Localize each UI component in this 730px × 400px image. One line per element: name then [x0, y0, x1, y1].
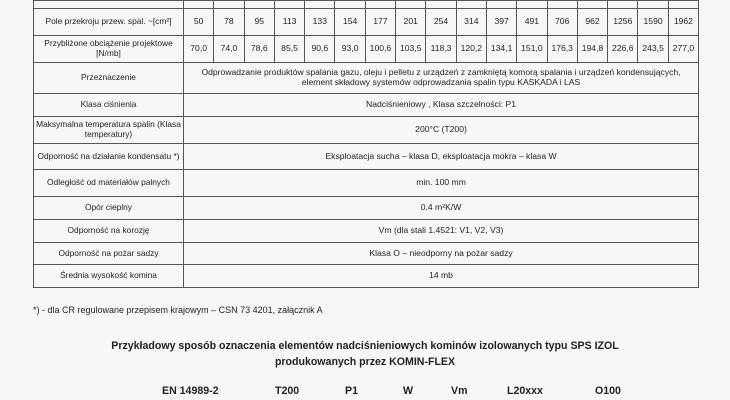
area-value: 491 — [517, 9, 547, 36]
footnote: *) - dla CR regulowane przepisem krajowym – CSN 73 4201, załącznik A — [33, 305, 323, 315]
row-value: Nadciśnieniowy , Klasa szczelności: P1 — [184, 94, 699, 117]
area-value: 1256 — [608, 9, 638, 36]
load-value: 74,0 — [214, 36, 244, 63]
table-row-condensate — [34, 144, 699, 170]
table-row-chimney-height — [34, 265, 699, 288]
designation-pressure: P1 — [345, 385, 358, 397]
load-value: 226,6 — [608, 36, 638, 63]
load-value: 120,2 — [456, 36, 486, 63]
load-value: 90,6 — [305, 36, 335, 63]
row-value: Klasa O – nieodporny na pożar sadzy — [184, 243, 699, 265]
designation-corrosion: Vm — [451, 385, 468, 397]
row-label: Odległość od materiałów palnych — [34, 170, 184, 197]
area-value: 962 — [577, 9, 607, 36]
table-row-area — [34, 9, 699, 36]
table-row-max-temperature — [34, 117, 699, 144]
area-value: 1590 — [638, 9, 668, 36]
designation-codes — [0, 385, 730, 400]
designation-condensate: W — [403, 385, 413, 397]
load-value: 151,0 — [517, 36, 547, 63]
row-value: 0,4 m²K/W — [184, 197, 699, 220]
table-row-load — [34, 36, 699, 63]
heading-line-2: produkowanych przez KOMIN-FLEX — [274, 356, 456, 368]
load-value: 118,3 — [426, 36, 456, 63]
designation-temperature: T200 — [275, 385, 300, 397]
load-value: 277,0 — [668, 36, 698, 63]
row-value: min. 100 mm — [184, 170, 699, 197]
table-row-pressure-class — [34, 94, 699, 117]
heading-line-1: Przykładowy sposób oznaczenia elementów nadciśnieniowych kominów izolowanych typu SPS IZOL — [111, 340, 619, 352]
spec-table — [33, 0, 699, 288]
row-label: Odporność na pożar sadzy — [34, 243, 184, 265]
table-top-row — [34, 1, 699, 9]
row-value: 200°C (T200) — [184, 117, 699, 144]
area-value: 314 — [456, 9, 486, 36]
row-value: Odprowadzanie produktów spalania gazu, oleju i pelletu z urządzeń z zamkniętą komorą spalania i urządzeń kondensujących, element składowy systemów odprowadzania spalin typu KASKADA i LAS — [184, 63, 699, 94]
area-value: 133 — [305, 9, 335, 36]
table-row-soot-fire — [34, 243, 699, 265]
row-label: Przeznaczenie — [34, 63, 184, 94]
load-value: 103,5 — [396, 36, 426, 63]
row-label: Odporność na korozję — [34, 220, 184, 243]
load-value: 100,6 — [365, 36, 395, 63]
area-value: 78 — [214, 9, 244, 36]
area-value: 254 — [426, 9, 456, 36]
area-label: Pole przekroju przew. spal. ~[cm²] — [34, 9, 184, 36]
designation-standard: EN 14989-2 — [162, 385, 219, 397]
row-label: Średnia wysokość komina — [34, 265, 184, 288]
area-value: 50 — [184, 9, 214, 36]
designation-liner: L20xxx — [507, 385, 543, 397]
table-row-thermal-resistance — [34, 197, 699, 220]
row-label: Opór cieplny — [34, 197, 184, 220]
row-label: Maksymalna temperatura spalin (Klasa temperatury) — [34, 117, 184, 144]
area-value: 397 — [486, 9, 516, 36]
load-value: 243,5 — [638, 36, 668, 63]
table-row-corrosion — [34, 220, 699, 243]
area-value: 154 — [335, 9, 365, 36]
table-row-purpose — [34, 63, 699, 94]
area-value: 1962 — [668, 9, 698, 36]
area-value: 706 — [547, 9, 577, 36]
row-label: Klasa ciśnienia — [34, 94, 184, 117]
row-value: Vm (dla stali 1.4521: V1, V2, V3) — [184, 220, 699, 243]
row-value: 14 mb — [184, 265, 699, 288]
row-label: Odporność na działanie kondensatu *) — [34, 144, 184, 170]
load-value: 176,3 — [547, 36, 577, 63]
load-value: 78,6 — [244, 36, 274, 63]
load-label: Przybliżone obciążenie projektowe [N/mb] — [34, 36, 184, 63]
area-value: 177 — [365, 9, 395, 36]
load-value: 93,0 — [335, 36, 365, 63]
area-value: 95 — [244, 9, 274, 36]
table-row-distance — [34, 170, 699, 197]
load-value: 70,0 — [184, 36, 214, 63]
row-value: Eksploatacja sucha – klasa D, eksploatacja mokra – klasa W — [184, 144, 699, 170]
designation-distance: O100 — [595, 385, 621, 397]
load-value: 85,5 — [274, 36, 304, 63]
load-value: 134,1 — [486, 36, 516, 63]
area-value: 201 — [396, 9, 426, 36]
area-value: 113 — [274, 9, 304, 36]
load-value: 194,8 — [577, 36, 607, 63]
